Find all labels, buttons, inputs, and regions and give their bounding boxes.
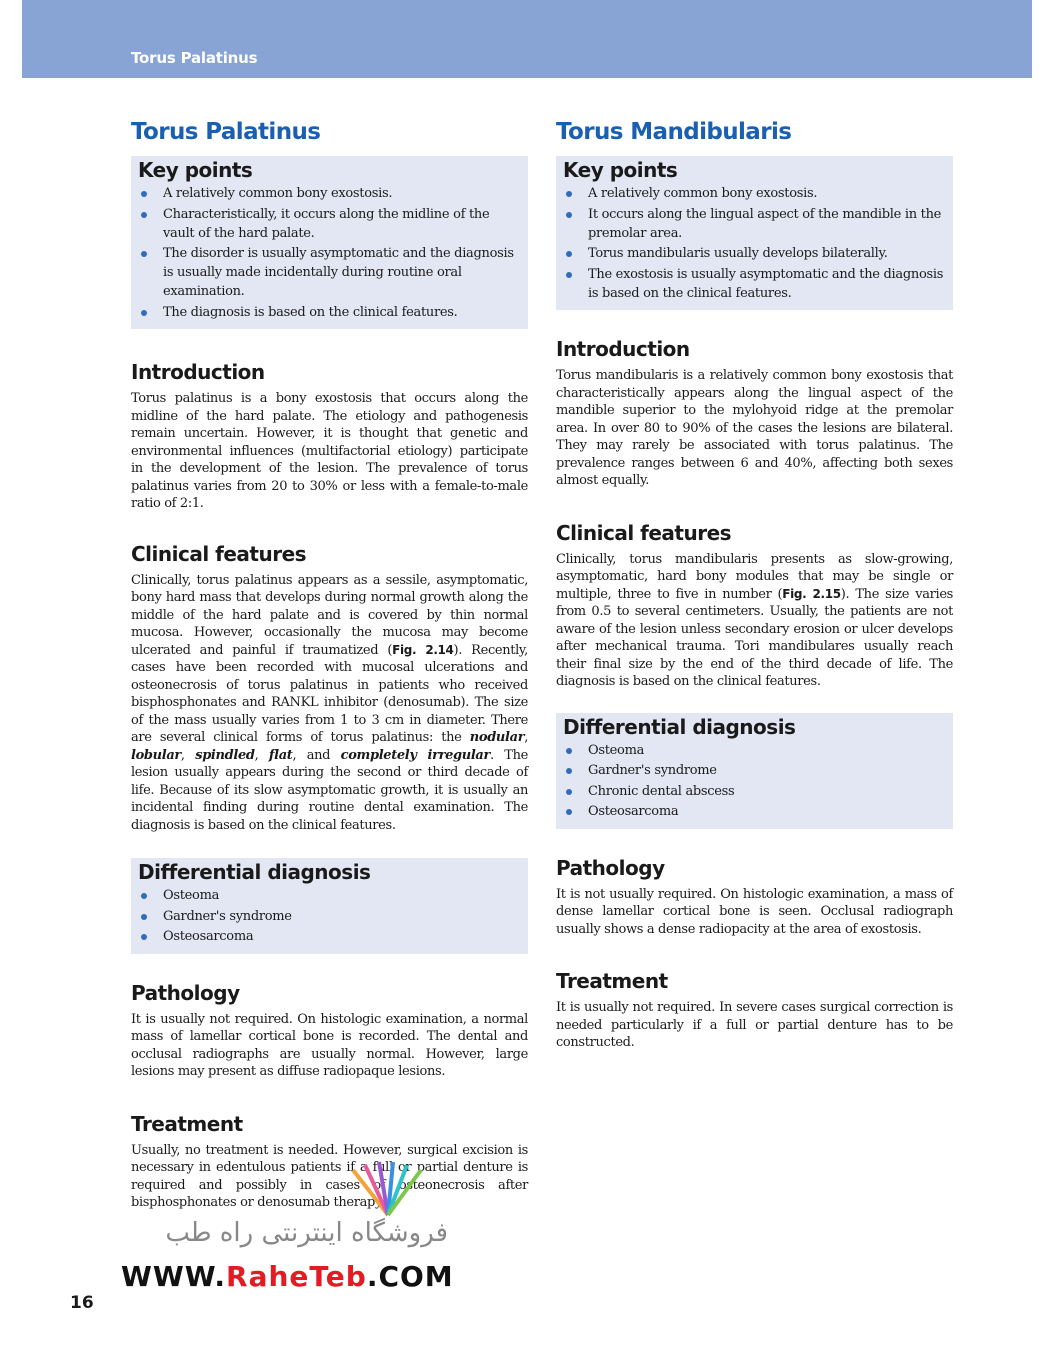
section-heading-clinical-features: Clinical features — [556, 520, 732, 545]
differential-list — [138, 886, 520, 946]
bullet-icon — [141, 212, 147, 218]
book-fan-icon — [333, 1160, 443, 1220]
list-item: Osteoma — [138, 886, 520, 905]
key-points-list — [138, 184, 520, 322]
key-points-box-right — [556, 156, 953, 310]
list-item: Chronic dental abscess — [563, 782, 945, 801]
list-item: Osteoma — [563, 741, 945, 760]
list-item: Gardner's syndrome — [563, 761, 945, 780]
bullet-icon — [566, 191, 572, 197]
article-title-right: Torus Mandibularis — [556, 119, 792, 145]
clinical-features-text: Clinically, torus mandibularis presents as slow-growing, asymptomatic, hard bony modules that may be single or multiple, three to five in number (Fig. 2.15). The size varies from 0.5 to several centimeters. Usually, the patients are not aware of the lesion unless secondary erosion or ulcer develops after mechanical trauma. Tori mandibulares usually reach their final size by the end of the third decade of life. The diagnosis is based on the clinical features. — [556, 551, 953, 689]
left-column — [131, 116, 528, 1212]
differential-list — [563, 741, 945, 822]
bullet-icon — [141, 934, 147, 940]
list-item: The exostosis is usually asymptomatic and the diagnosis is based on the clinical features. — [563, 265, 945, 303]
differential-diagnosis-box-right — [556, 713, 953, 829]
list-item: Gardner's syndrome — [138, 907, 520, 926]
differential-diagnosis-box-left — [131, 858, 528, 954]
bullet-icon — [141, 191, 147, 197]
differential-heading: Differential diagnosis — [138, 860, 371, 884]
bullet-icon — [141, 310, 147, 316]
figure-reference[interactable]: Fig. 2.15 — [782, 586, 841, 601]
figure-reference[interactable]: Fig. 2.14 — [392, 642, 454, 657]
key-points-heading: Key points — [138, 158, 253, 182]
section-heading-introduction: Introduction — [556, 337, 690, 361]
section-heading-introduction: Introduction — [131, 360, 265, 384]
bullet-icon — [566, 251, 572, 257]
list-item: A relatively common bony exostosis. — [563, 184, 945, 203]
key-points-heading: Key points — [563, 158, 678, 182]
key-points-box-left — [131, 156, 528, 329]
bullet-icon — [566, 789, 572, 795]
key-points-list — [563, 184, 945, 303]
bullet-icon — [566, 809, 572, 815]
page-number: 16 — [70, 1293, 94, 1313]
section-heading-treatment: Treatment — [556, 969, 668, 993]
article-title-left: Torus Palatinus — [131, 119, 321, 145]
list-item: A relatively common bony exostosis. — [138, 184, 520, 203]
bullet-icon — [566, 768, 572, 774]
treatment-text: Usually, no treatment is needed. However, surgical excision is necessary in edentulous patients if a full or partial denture is required and possibly in cases of osteonecrosis after bisphosphonates or denosumab therapy. — [131, 1142, 528, 1210]
running-head: Torus Palatinus — [131, 49, 258, 67]
list-item: Osteosarcoma — [138, 927, 520, 946]
list-item: The disorder is usually asymptomatic and the diagnosis is usually made incidentally during routine oral examination. — [138, 244, 520, 301]
clinical-features-text: Clinically, torus palatinus appears as a sessile, asymptomatic, bony hard mass that develops during normal growth along the middle of the hard palate and is covered by thin normal mucosa. However, occasionally the mucosa may become ulcerated and painful if traumatized (Fig. 2.14). Recently, cases have been recorded with mucosal ulcerations and osteonecrosis of torus palatinus in patients who received bisphosphonates and RANKL inhibitor (denosumab). The size of the mass usually varies from 1 to 3 cm in diameter. There are several clinical forms of torus palatinus: the nodular, lobular, spindled, flat, and completely irregular. The lesion usually appears during the second or third decade of life. Because of its slow asymptomatic growth, it is usually an incidental finding during routine dental examination. The diagnosis is based on the clinical features. — [131, 572, 528, 833]
section-heading-pathology: Pathology — [131, 980, 240, 1005]
section-heading-treatment: Treatment — [131, 1111, 243, 1136]
list-item: It occurs along the lingual aspect of the mandible in the premolar area. — [563, 205, 945, 243]
right-column — [556, 116, 953, 1052]
watermark-persian-text: فروشگاه اینترنتی راه طب — [165, 1218, 448, 1248]
watermark-url: WWW.RaheTeb.COM — [121, 1260, 454, 1293]
introduction-text: Torus mandibularis is a relatively common bony exostosis that characteristically appears along the lingual aspect of the mandible superior to the mylohyoid ridge at the premolar area. In over 80 to 90% of the cases the lesions are bilateral. They may rarely be associated with torus palatinus. The prevalence ranges between 6 and 40%, affecting both sexes almost equally. — [556, 368, 953, 488]
watermark — [118, 1160, 458, 1300]
list-item: Characteristically, it occurs along the midline of the vault of the hard palate. — [138, 205, 520, 243]
bullet-icon — [566, 272, 572, 278]
list-item: Osteosarcoma — [563, 802, 945, 821]
pathology-text: It is usually not required. On histologic examination, a normal mass of lamellar cortical bone is recorded. The dental and occlusal radiographs are usually normal. However, large lesions may present as diffuse radiopaque lesions. — [131, 1011, 528, 1079]
bullet-icon — [141, 893, 147, 899]
introduction-text: Torus palatinus is a bony exostosis that occurs along the midline of the hard palate. The etiology and pathogenesis remain uncertain. However, it is thought that genetic and environmental influences (multifactorial etiology) participate in the development of the lesion. The prevalence of torus palatinus varies from 20 to 30% or less with a female-to-male ratio of 2:1. — [131, 391, 528, 511]
list-item: Torus mandibularis usually develops bilaterally. — [563, 244, 945, 263]
treatment-text: It is usually not required. In severe cases surgical correction is needed particularly if a full or partial denture has to be constructed. — [556, 1000, 953, 1050]
section-heading-clinical-features: Clinical features — [131, 541, 307, 566]
list-item: The diagnosis is based on the clinical features. — [138, 303, 520, 322]
bullet-icon — [566, 748, 572, 754]
differential-heading: Differential diagnosis — [563, 714, 796, 739]
pathology-text: It is not usually required. On histologic examination, a mass of dense lamellar cortical bone is seen. Occlusal radiograph usually shows a dense radiopacity at the area of exostosis. — [556, 886, 953, 937]
section-heading-pathology: Pathology — [556, 855, 665, 880]
bullet-icon — [141, 251, 147, 257]
bullet-icon — [566, 212, 572, 218]
bullet-icon — [141, 914, 147, 920]
